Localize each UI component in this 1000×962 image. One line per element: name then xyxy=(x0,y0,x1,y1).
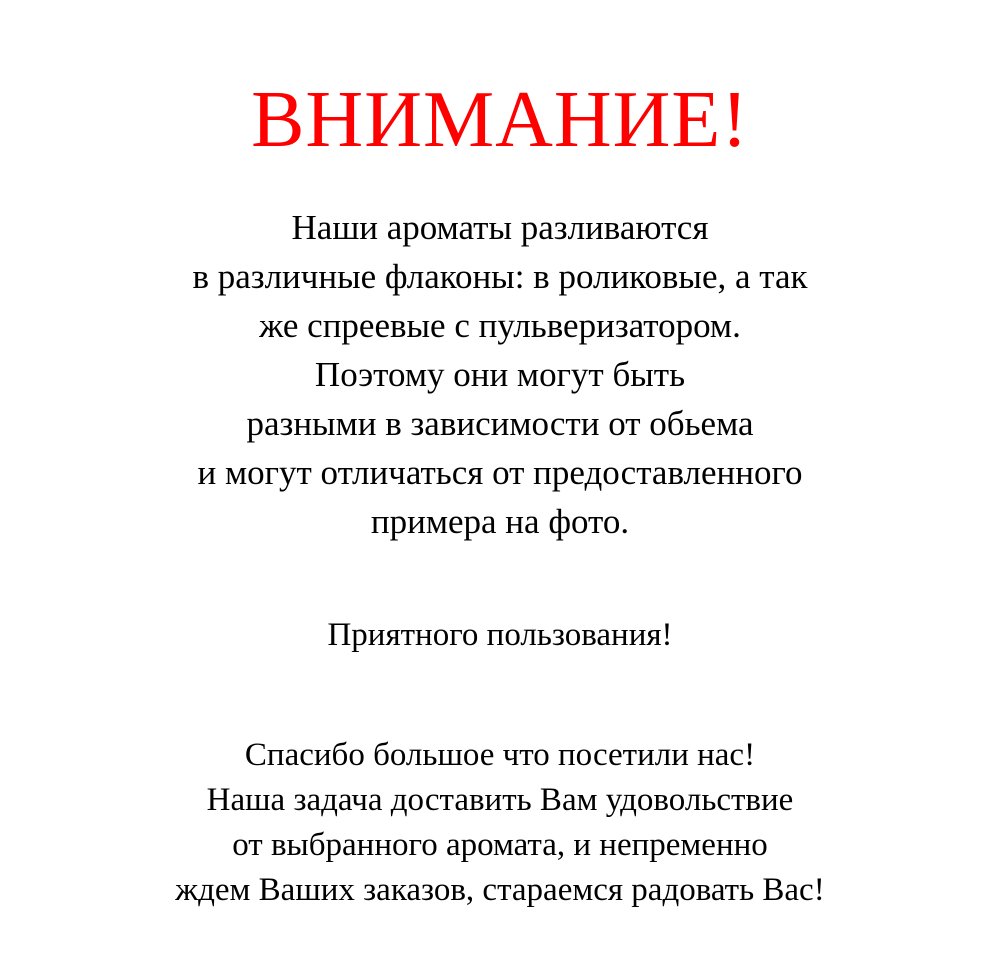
text-line: в различные флаконы: в роликовые, а так xyxy=(192,257,808,296)
text-line: Приятного пользования! xyxy=(327,617,673,653)
text-line: разными в зависимости от обьема xyxy=(246,404,754,443)
paragraph-enjoy xyxy=(0,613,1000,657)
paragraph-thanks xyxy=(0,733,1000,913)
text-line: Поэтому они могут быть xyxy=(314,355,686,394)
text-line: ждем Ваших заказов, стараемся радовать Вас! xyxy=(175,872,825,908)
text-line: Наша задача доставить Вам удовольствие xyxy=(206,782,794,818)
text-line: от выбранного аромата, и непременно xyxy=(232,827,768,863)
notice-title: ВНИМАНИЕ! xyxy=(251,76,749,164)
text-line: и могут отличаться от предоставленного xyxy=(197,453,803,492)
text-line: Спасибо большое что посетили нас! xyxy=(244,737,756,773)
paragraph-bottles-info xyxy=(0,203,1000,546)
text-line: примера на фото. xyxy=(370,502,630,541)
text-line: Наши ароматы разливаются xyxy=(291,208,709,247)
text-line: же спреевые с пульверизатором. xyxy=(259,306,741,345)
